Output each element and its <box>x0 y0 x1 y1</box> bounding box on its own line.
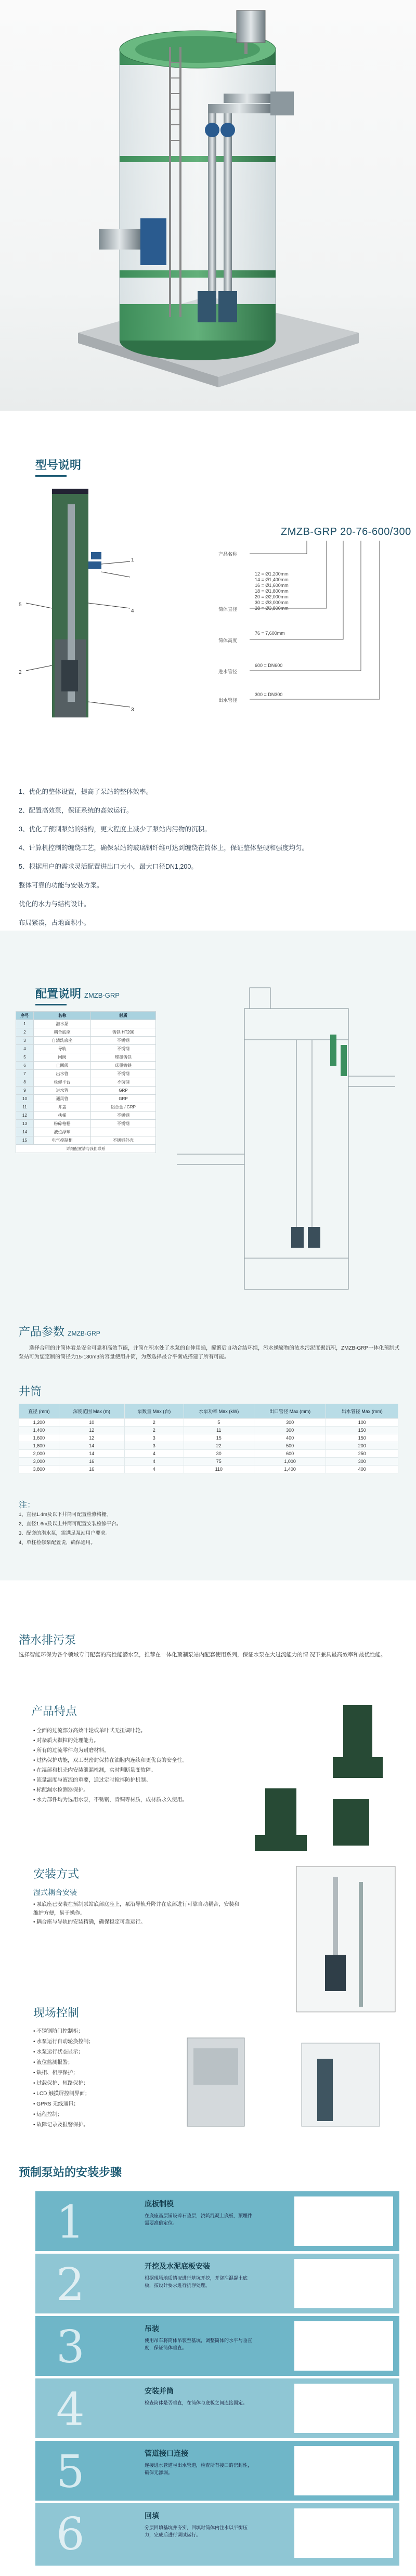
step-3: 3 吊装 使用吊车将筒体吊装至基坑，调整筒体的水平与垂直度，保证筒体垂直。 <box>35 2316 399 2376</box>
step-1-illustration <box>294 2196 393 2246</box>
pump-station-render <box>0 0 416 411</box>
product-page: 型号说明 1 2 3 4 5 ZMZB-GRP 20-76-600/300 产品名称 12 = Ø1,200mm 14 = Ø1,400mm 16 = Ø1,600mm 18 = Ø1,800mm 20 = Ø2,000mm 30 = Ø3,000mm 38 = Ø3,800mm 简体直径 76 = 7,600mm 简体高度 600 = DN600 进水管径 300 = DN300 出水管径 1、优化的整体设置，提高了泵站的整体效率。 2、配置高效泵，保证系统的高效运行。 3、优化了预制泵站的结构，更大程度上减少了泵站内污物的沉积。 4、计算机控制的缠绕工艺，确保泵站的玻璃钢纤维可达到缠绕在筒体上，保证整体坚硬和强度均匀。 5、根据用户的需求灵活配置进出口大小，最大口径DN1,200。 整体可靠的功能与安装方案。 优化的水力与结构设计。 布局紧凑，占地面积小。 配置说明 ZMZB-GRP 序号 名称 材质 1 潜水泵 2 耦合底座 铸铁 HT200 3 自清洗底座 不锈钢 4 导轨 不锈钢 5 闸阀 球墨铸铁 6 止回阀 球墨铸铁 7 出水管 不锈钢 8 检修平台 不锈钢 9 进水管 GRP 10 通风管 GRP 11 井盖 铝合金 / GRP 12 扶梯 不锈钢 13 粉碎格栅 不锈钢 14 液位浮球 15 电气控制柜 不锈钢外壳 详细配置请与我们联系 产品参数 ZMZB-GRP 选择合理的并筒体看是安全可靠和高效节能，并筒在积水处了水泵的自伸用插，搅繁后自动合结环组，污水操聚物的浓水污泥度聚沉积，ZMZB-GRP一体化预制式泵站可为您定制的筒径为15-180m3的容量使用并筒，为您选择最合平衡成搭建了所有可能。 井筒 直径 (mm) 深度范围 Max (m) 泵数量 Max (台) 水泵功率 Max (kW) 出口管径 Max (mm) 出水管径 Max (mm) 1,200 10 2 5 300 100 1,400 12 2 11 300 150 1,600 12 3 15 400 150 1,800 14 3 22 500 200 2,000 14 4 30 600 250 3,000 16 4 75 1,000 300 3,800 16 4 110 1,400 400 注： 1、直径1.4m及以下井筒可配置检修格栅。 2、直径1.6m及以上井筒可配置安装检修平台。 3、配套的潜水泵，需满足泵站用户要求。 4、单柱检修泵配置说，确保通用。 潜水排污泵 选择智能环保为各个领域专门配套的高性能潜水泵，推荐在一体化预制泵站内配套使用系列，保证水泵在大过流能力的情 况下兼具最高效率和最优性能。 产品特点 • 全面的过流部分高效叶轮或单叶式无扭调叶轮。 • 对杂质大颗粒的处理能力。 • 所有的过流零件均为耐磨材料。 • 过热保护功能，双工况密封保持在油腔内连续和更优良的安全性。 • 在湿部和机壳内安装泄漏检测，实时判断量变故障。 • 流量温度与液流的重要，通过定时搅拌防护机制。 • 标配漏水检测器保护。 • 水力部件均为选用水泵，不锈钢，青铜等材质，成材质永久使用。 安装方式 湿式耦合安装 • 泵底座已安装在预制泵站底部底座上，泵沿导轨升降并在底部进行可靠自动耦合，安装和维护方便，易于操作。 • 耦合座与导轨的安装精确，确保稳定可靠运行。 现场控制 • 不锈钢防门控制柜； • 水泵运行自动轮换控制； • 水泵运行状态显示； • 液位监测报警； • 缺相、相序保护； • 过载保护、短路保护； • LCD 触摸屏控制界面； • GPRS 无线通讯； • 远程控制； • 故障记录及报警保护。 预制泵站的安装步骤 1 底板制模 在底座基层铺设碎石垫层，浇筑混凝土底板，预埋件需要准确定位。 2 开挖及水泥底板安装 根据现场地质情况进行基坑开挖，并浇注混凝土底板，按设计要求进行抗浮处理。 3 吊装 使用吊车将筒体吊装至基坑，调整筒体的水平与垂直度，保证筒体垂直。 4 安装并筒 检查筒体是否垂直，在筒体与底板之间连接固定。 5 管道接口连接 连接进水管道与出水管道，检查所有接口的密封性，确保无渗漏。 6 回填 分层回填基坑并夯实，回填时筒体内注水以平衡压力，完成后进行调试运行。 <box>0 0 416 2576</box>
well-notes: 1、直径1.4m及以下井筒可配置检修格栅。 2、直径1.6m及以上井筒可配置安装检修平台。 3、配套的潜水泵，需满足泵站用户要求。 4、单柱检修泵配置说，确保通用。 <box>19 1512 122 1546</box>
step-5: 5 管道接口连接 连接进水管道与出水管道，检查所有接口的密封性，确保无渗漏。 <box>35 2441 399 2501</box>
model-diagram <box>16 483 203 728</box>
hero-product-render <box>0 0 416 411</box>
well-spec-table: 直径 (mm) 深度范围 Max (m) 泵数量 Max (台) 水泵功率 Max (kW) 出口管径 Max (mm) 出水管径 Max (mm) 1,200 10 2 5 300 100 1,400 12 2 11 300 150 1,600 12 3 15 400 150 1,800 14 3 22 500 200 2,000 14 4 30 600 250 3,000 16 4 75 1,000 300 3,800 16 4 110 1,400 400 <box>19 1404 398 1473</box>
model-notes: 1、优化的整体设置，提高了泵站的整体效率。 2、配置高效泵，保证系统的高效运行。 3、优化了预制泵站的结构，更大程度上减少了泵站内污物的沉积。 4、计算机控制的缠绕工艺，确保泵站的玻璃钢纤维可达到缠绕在筒体上，保证整体坚硬和强度均匀。 5、根据用户的需求灵活配置进出口大小，最大口径DN1,200。 整体可靠的功能与安装方案。 优化的水力与结构设计。 布局紧凑，占地面积小。 <box>19 788 308 926</box>
well-heading: 井筒 <box>19 1385 42 1398</box>
config-drawing <box>166 983 400 1305</box>
model-code-leaders <box>244 541 400 712</box>
callout-4: 4 <box>131 608 134 614</box>
params-text: 选择合理的并筒体看是安全可靠和高效节能，并筒在积水处了水泵的自伸用插，搅繁后自动合结环组，污水操聚物的浓水污泥度聚沉积，ZMZB-GRP一体化预制式泵站可为您定制的筒径为15-180m3的容量使用并筒，为您选择最合平衡成搭建了所有可能。 <box>19 1345 400 1360</box>
pump-heading: 潜水排污泵 <box>19 1633 76 1646</box>
well-notes-heading: 注： <box>19 1501 36 1510</box>
control-cabinet-images <box>177 2028 400 2137</box>
step-6: 6 回填 分层回填基坑并夯实，回填时筒体内注水以平衡压力，完成后进行调试运行。 <box>35 2503 399 2566</box>
install-heading: 安装方式 <box>33 1867 80 1880</box>
model-heading: 型号说明 <box>35 456 81 473</box>
callout-1: 1 <box>131 557 134 563</box>
config-table: 序号 名称 材质 1 潜水泵 2 耦合底座 铸铁 HT200 3 自清洗底座 不锈钢 4 导轨 不锈钢 5 闸阀 球墨铸铁 6 止回阀 球墨铸铁 7 出水管 不锈钢 8 检修平台 不锈钢 9 进水管 GRP 10 通风管 GRP 11 井盖 铝合金 / GRP 12 扶梯 不锈钢 13 粉碎格栅 不锈钢 14 液位浮球 15 电气控制柜 不锈钢外壳 详细配置请与我们联系 <box>16 1011 156 1153</box>
step-4: 4 安装并筒 检查筒体是否垂直，在筒体与底板之间连接固定。 <box>35 2378 399 2438</box>
pump-images <box>244 1700 406 1861</box>
callout-3: 3 <box>131 707 134 713</box>
step-2-illustration <box>294 2259 393 2308</box>
model-code: ZMZB-GRP 20-76-600/300 <box>281 526 411 538</box>
step-4-illustration <box>294 2384 393 2433</box>
steps-heading: 预制泵站的安装步骤 <box>19 2166 122 2179</box>
callout-5: 5 <box>19 602 22 608</box>
pump-text: 选择智能环保为各个领域专门配套的高性能潜水泵，推荐在一体化预制泵站内配套使用系列，保证水泵在大过流能力的情 况下兼具最高效率和最优性能。 <box>19 1652 386 1658</box>
control-list: • 不锈钢防门控制柜； • 水泵运行自动轮换控制； • 水泵运行状态显示； • 液位监测报警； • 缺相、相序保护； • 过载保护、短路保护； • LCD 触摸屏控制界面； • GPRS 无线通讯； • 远程控制； • 故障记录及报警保护。 <box>33 2029 94 2128</box>
install-subheading: 湿式耦合安装 <box>33 1888 77 1897</box>
callout-2: 2 <box>19 670 22 675</box>
install-drawing <box>291 1861 400 2017</box>
features-heading: 产品特点 <box>31 1705 77 1718</box>
step-1: 1 底板制模 在底座基层铺设碎石垫层，浇筑混凝土底板，预埋件需要准确定位。 <box>35 2191 399 2251</box>
step-5-illustration <box>294 2446 393 2495</box>
features-list: • 全面的过流部分高效叶轮或单叶式无扭调叶轮。 • 对杂质大颗粒的处理能力。 • 所有的过流零件均为耐磨材料。 • 过热保护功能，双工况密封保持在油腔内连续和更优良的安全性。 • 在湿部和机壳内安装泄漏检测，实时判断量变故障。 • 流量温度与液流的重要，通过定时搅拌防护机制。 • 标配漏水检测器保护。 • 水力部件均为选用水泵，不锈钢，青铜等材质，成材质永久使用。 <box>33 1728 188 1803</box>
step-2: 2 开挖及水泥底板安装 根据现场地质情况进行基坑开挖，并浇注混凝土底板，按设计要求进行抗浮处理。 <box>35 2254 399 2313</box>
step-6-illustration <box>294 2508 393 2558</box>
control-heading: 现场控制 <box>33 2006 80 2019</box>
install-text: • 泵底座已安装在预制泵站底部底座上，泵沿导轨升降并在底部进行可靠自动耦合，安装和维护方便，易于操作。 • 耦合座与导轨的安装精确，确保稳定可靠运行。 <box>33 1902 240 1925</box>
params-heading: 产品参数 ZMZB-GRP <box>19 1325 100 1338</box>
step-3-illustration <box>294 2321 393 2371</box>
config-heading: 配置说明 ZMZB-GRP <box>35 985 120 1001</box>
